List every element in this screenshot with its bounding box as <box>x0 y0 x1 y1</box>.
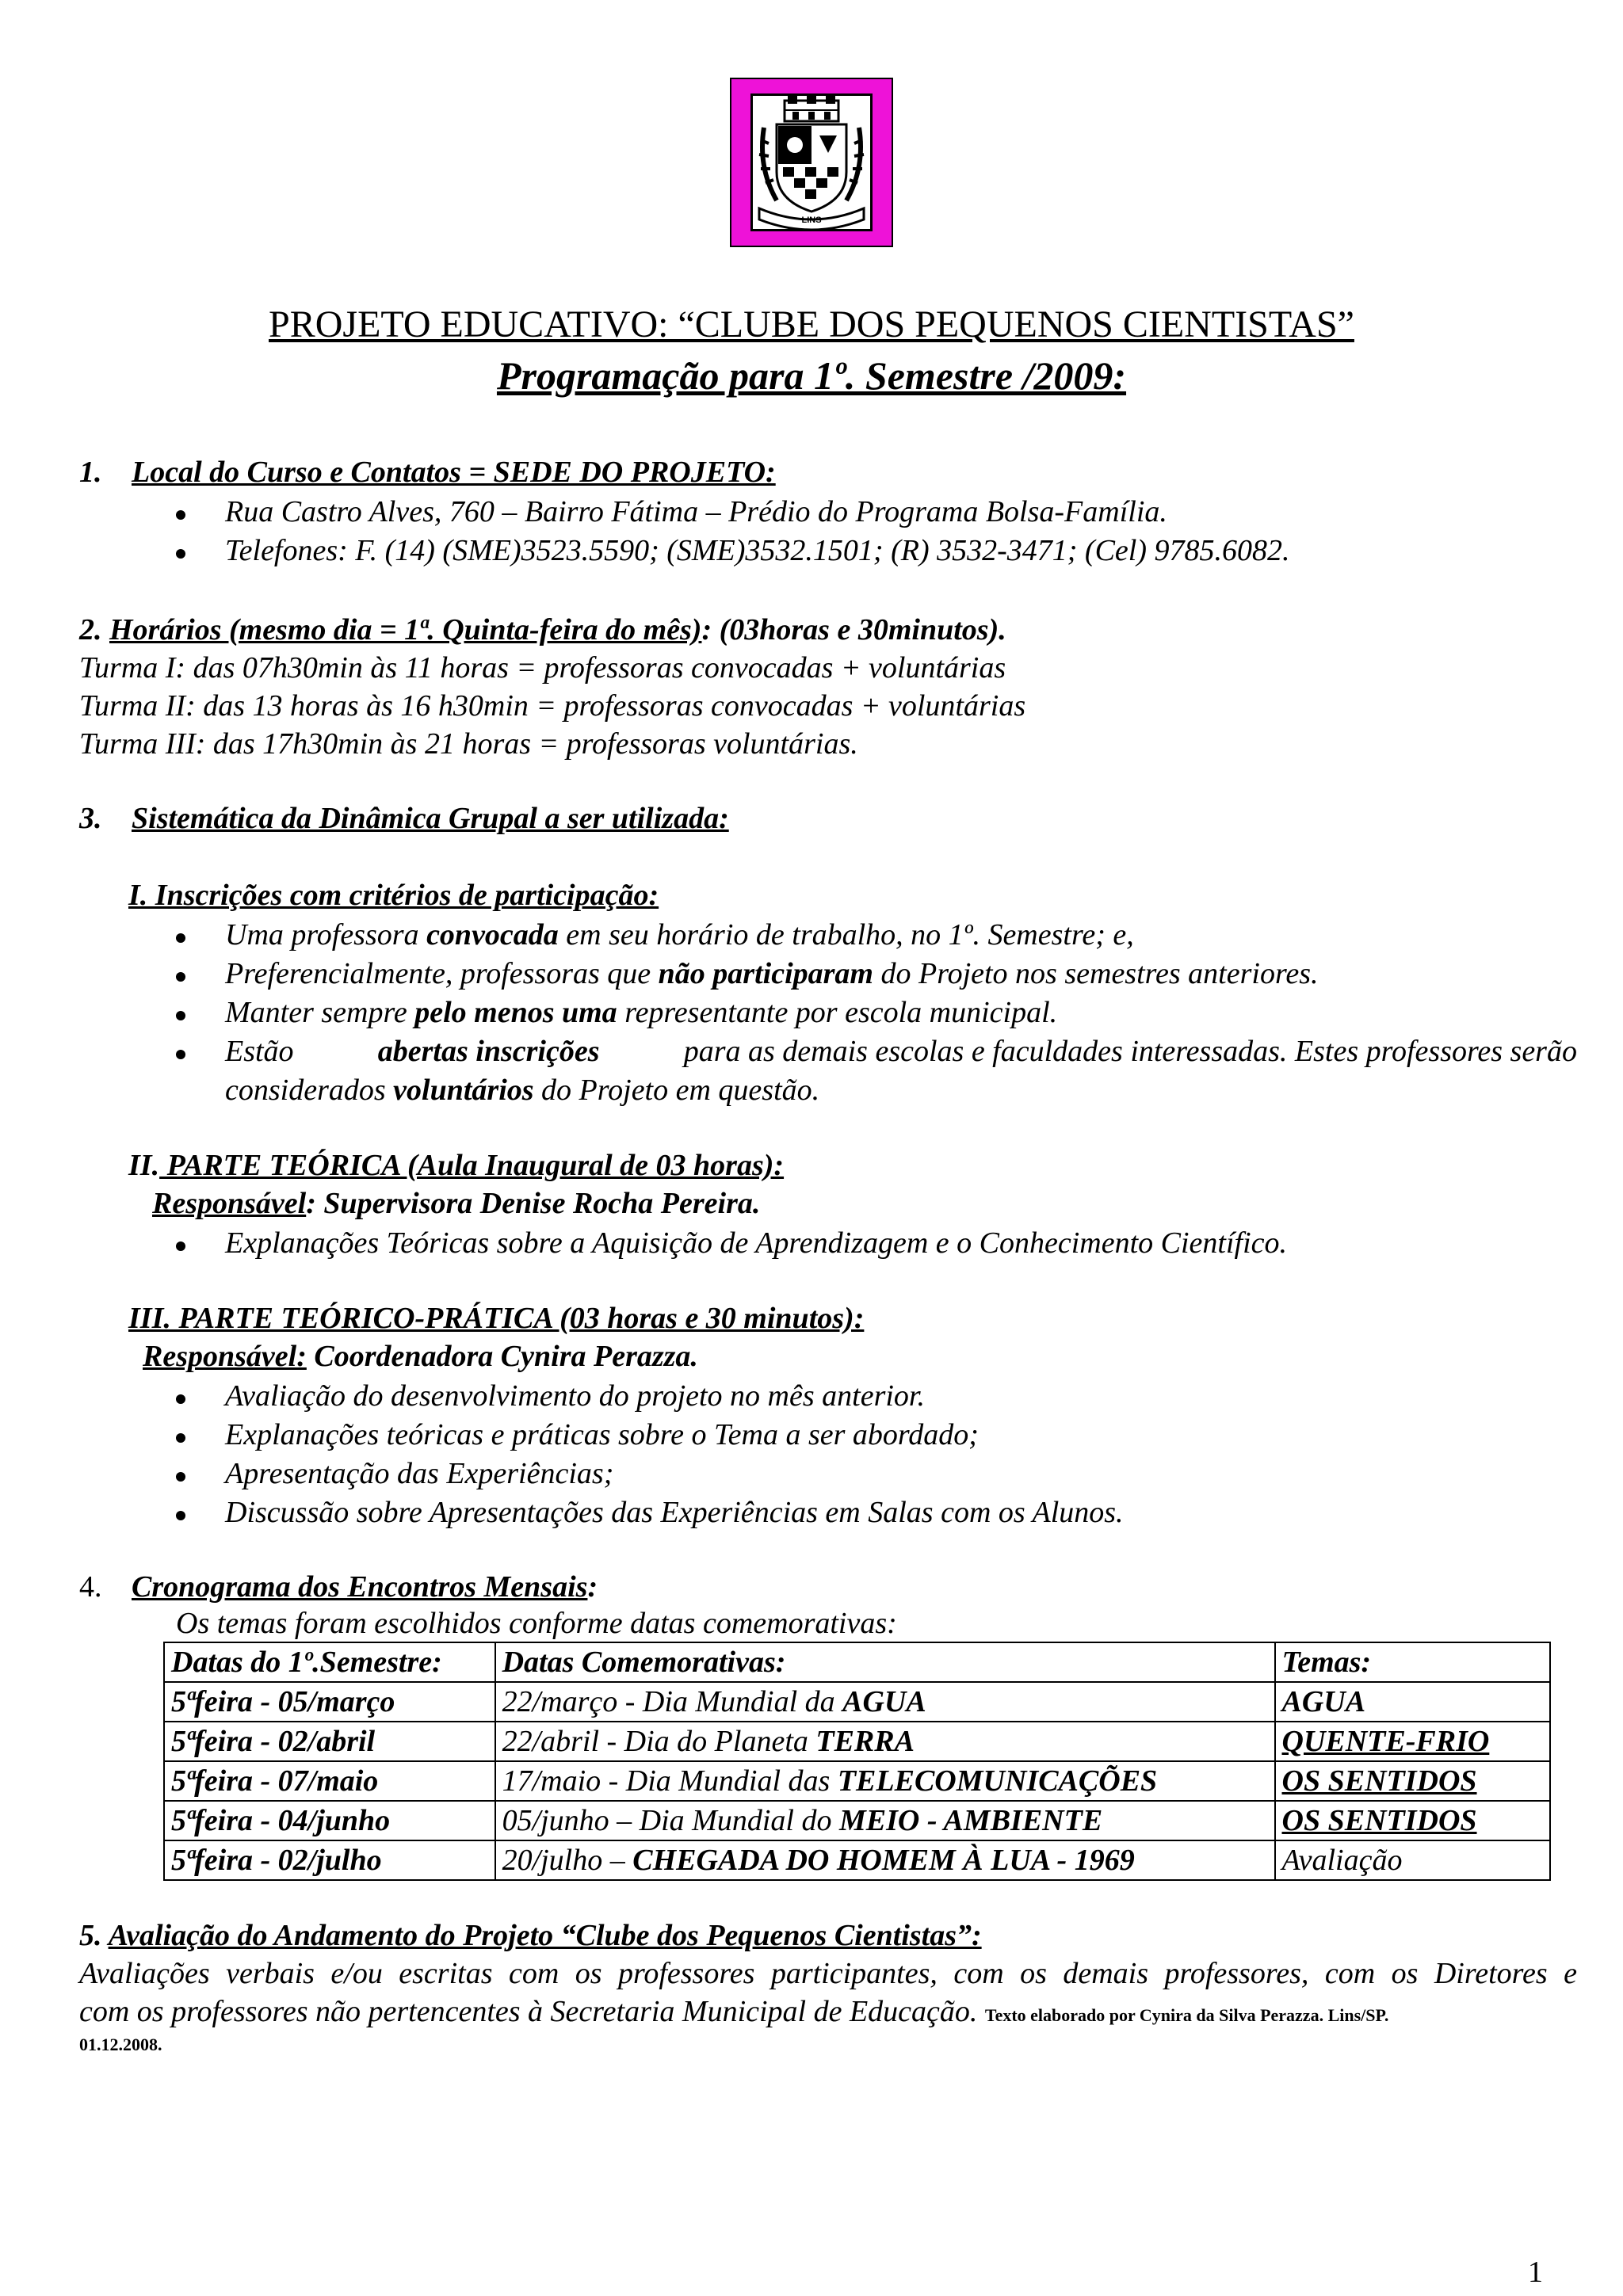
table-cell: OS SENTIDOS <box>1275 1761 1551 1801</box>
section-4-intro: Os temas foram escolhidos conforme datas comemorativas: <box>176 1607 897 1640</box>
bullet-icon <box>176 933 185 943</box>
section-4-heading: 4. Cronograma dos Encontros Mensais: <box>79 1570 598 1604</box>
section-3-number: 3. <box>79 802 102 835</box>
bullet-icon <box>176 1511 185 1520</box>
table-cell: 5ªfeira - 04/junho <box>164 1801 495 1840</box>
table-cell: Avaliação <box>1275 1840 1551 1880</box>
bullet-icon <box>176 1050 185 1059</box>
section-3-heading <box>79 800 729 837</box>
list-item: Estão abertas inscrições para as demais escolas e faculdades interessadas. Estes professores serão <box>225 1035 1577 1068</box>
author-credit: Texto elaborado por Cynira da Silva Perazza. Lins/SP. <box>984 2005 1389 2025</box>
section-1-number: 1. <box>79 456 102 489</box>
list-item: Discussão sobre Apresentações das Experiências em Salas com os Alunos. <box>225 1496 1124 1529</box>
bullet-icon <box>176 1433 185 1443</box>
bullet-icon <box>176 1241 185 1251</box>
table-cell: 5ªfeira - 07/maio <box>164 1761 495 1801</box>
list-item: Explanações teóricas e práticas sobre o Tema a ser abordado; <box>225 1418 979 1451</box>
table-row <box>164 1840 1550 1880</box>
list-item: Preferencialmente, professoras que não participaram do Projeto nos semestres anteriores. <box>225 957 1319 990</box>
evaluation-text: com os professores não pertencentes à Secretaria Municipal de Educação. Texto elaborado por Cynira da Silva Perazza. Lins/SP. <box>79 1995 1389 2028</box>
table-row <box>164 1801 1550 1840</box>
list-item-continuation: considerados voluntários do Projeto em questão. <box>225 1074 820 1107</box>
table-cell: 22/março - Dia Mundial da AGUA <box>495 1682 1275 1722</box>
table-header: Datas Comemorativas: <box>495 1642 1275 1682</box>
schedule-line: Turma I: das 07h30min às 11 horas = professoras convocadas + voluntárias <box>79 651 1006 685</box>
list-item: Telefones: F. (14) (SME)3523.5590; (SME)3532.1501; (R) 3532-3471; (Cel) 9785.6082. <box>225 534 1290 567</box>
list-item: Uma professora convocada em seu horário de trabalho, no 1º. Semestre; e, <box>225 918 1134 952</box>
table-row <box>164 1682 1550 1722</box>
municipal-crest-icon <box>750 93 873 231</box>
section-5-number: 5. <box>79 1919 102 1952</box>
document-date: 01.12.2008. <box>79 2035 162 2054</box>
table-row <box>164 1722 1550 1761</box>
table-cell: OS SENTIDOS <box>1275 1801 1551 1840</box>
table-cell: 5ªfeira - 05/março <box>164 1682 495 1722</box>
schedule-table <box>163 1642 1551 1881</box>
bullet-icon <box>176 510 185 520</box>
list-item: Rua Castro Alves, 760 – Bairro Fátima – Prédio do Programa Bolsa-Família. <box>225 495 1167 528</box>
table-header: Temas: <box>1275 1642 1551 1682</box>
table-cell: 5ªfeira - 02/julho <box>164 1840 495 1880</box>
subsection-2-responsible: Responsável: Supervisora Denise Rocha Pereira. <box>152 1187 761 1220</box>
section-1-heading <box>79 454 776 490</box>
bullet-icon <box>176 1394 185 1404</box>
table-cell: 17/maio - Dia Mundial das TELECOMUNICAÇÕES <box>495 1761 1275 1801</box>
table-header: Datas do 1º.Semestre: <box>164 1642 495 1682</box>
table-cell: 5ªfeira - 02/abril <box>164 1722 495 1761</box>
page-subtitle: Programação para 1º. Semestre /2009: <box>496 353 1127 398</box>
table-cell: 22/abril - Dia do Planeta TERRA <box>495 1722 1275 1761</box>
table-cell: 20/julho – CHEGADA DO HOMEM À LUA - 1969 <box>495 1840 1275 1880</box>
table-row <box>164 1761 1550 1801</box>
schedule-line: Turma III: das 17h30min às 21 horas = professoras voluntárias. <box>79 727 858 761</box>
section-5-heading <box>79 1917 982 1954</box>
list-item: Apresentação das Experiências; <box>225 1457 614 1490</box>
bullet-icon <box>176 1011 185 1020</box>
section-4-title: Cronograma dos Encontros Mensais <box>132 1570 588 1604</box>
municipal-crest-frame <box>730 78 893 247</box>
table-cell: 05/junho – Dia Mundial do MEIO - AMBIENTE <box>495 1801 1275 1840</box>
subsection-3-heading: III. PARTE TEÓRICO-PRÁTICA (03 horas e 30 minutos): <box>128 1302 865 1335</box>
section-2-number: 2. <box>79 613 102 646</box>
page-title: PROJETO EDUCATIVO: “CLUBE DOS PEQUENOS CIENTISTAS” <box>269 303 1354 345</box>
section-1-title: Local do Curso e Contatos = SEDE DO PROJETO: <box>132 456 776 489</box>
subsection-2-heading: II. PARTE TEÓRICA (Aula Inaugural de 03 horas): <box>128 1149 785 1182</box>
subsection-1-heading: I. Inscrições com critérios de participação: <box>128 879 659 912</box>
evaluation-text: Avaliações verbais e/ou escritas com os professores participantes, com os demais professores, com os Diretores e <box>79 1957 1577 1990</box>
section-5-title: Avaliação do Andamento do Projeto “Clube dos Pequenos Cientistas”: <box>108 1919 982 1952</box>
bullet-icon <box>176 1472 185 1482</box>
table-header-row <box>164 1642 1550 1682</box>
bullet-icon <box>176 549 185 559</box>
subsection-3-responsible: Responsável: Coordenadora Cynira Perazza. <box>143 1340 698 1373</box>
table-cell: QUENTE-FRIO <box>1275 1722 1551 1761</box>
schedule-line: Turma II: das 13 horas às 16 h30min = professoras convocadas + voluntárias <box>79 689 1026 723</box>
list-item: Avaliação do desenvolvimento do projeto no mês anterior. <box>225 1379 925 1413</box>
bullet-icon <box>176 972 185 982</box>
section-3-title: Sistemática da Dinâmica Grupal a ser utilizada: <box>132 802 729 835</box>
list-item: Manter sempre pelo menos uma representante por escola municipal. <box>225 996 1058 1029</box>
section-2-title-tail: : (03horas e 30minutos). <box>701 613 1006 646</box>
section-2-heading <box>79 612 1006 648</box>
page-number: 1 <box>1528 2256 1543 2289</box>
section-4-number: 4. <box>79 1570 102 1604</box>
section-2-title: Horários (mesmo dia = 1ª. Quinta-feira do mês) <box>109 613 702 646</box>
crest-motto: LINS <box>801 215 822 225</box>
list-item: Explanações Teóricas sobre a Aquisição de Aprendizagem e o Conhecimento Científico. <box>225 1226 1288 1260</box>
table-cell: AGUA <box>1275 1682 1551 1722</box>
